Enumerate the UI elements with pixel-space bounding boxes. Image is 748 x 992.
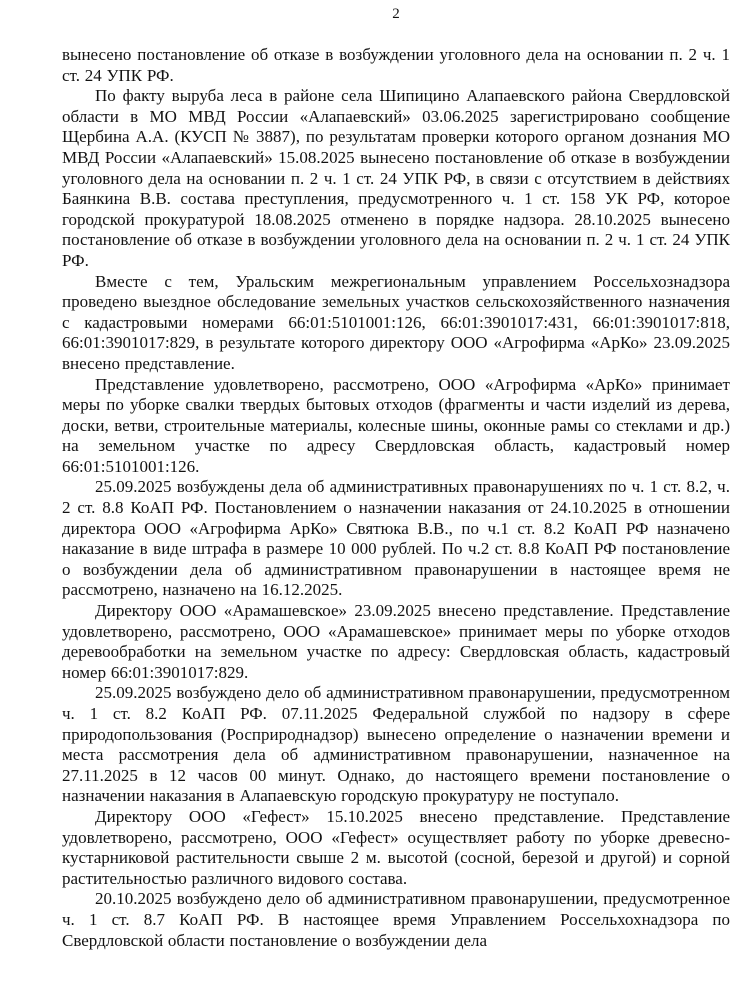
page-number: 2 <box>392 6 400 22</box>
paragraph: 25.09.2025 возбуждено дело об административном правонарушении, предусмотренном ч. 1 ст. 8.2 КоАП РФ. 07.11.2025 Федеральной службой по надзору в сфере природопользования (Росприроднадзор) вынесено определение о назначении времени и места рассмотрения дела об административном правонарушении, назначенное на 27.11.2025 в 12 часов 00 минут. Однако, до настоящего времени постановление о назначении наказания в Алапаевскую городскую прокуратуру не поступало. <box>62 683 730 806</box>
paragraph: Директору ООО «Гефест» 15.10.2025 внесено представление. Представление удовлетворено, рассмотрено, ООО «Гефест» осуществляет работу по уборке древесно-кустарниковой растительности свыше 2 м. высотой (сосной, березой и другой) и сорной растительностью различного видового состава. <box>62 806 730 888</box>
paragraph: Представление удовлетворено, рассмотрено, ООО «Агрофирма «АрКо» принимает меры по уборке свалки твердых бытовых отходов (фрагменты и части изделий из дерева, доски, ветви, строительные материалы, колесные шины, оконные рамы со стеклами и др.) на земельном участке по адресу Свердловская область, кадастровый номер 66:01:5101001:126. <box>62 374 730 476</box>
document-body <box>62 45 730 951</box>
paragraph: 25.09.2025 возбуждены дела об административных правонарушениях по ч. 1 ст. 8.2, ч. 2 ст. 8.8 КоАП РФ. Постановлением о назначении наказания от 24.10.2025 в отношении директора ООО «Агрофирма АрКо» Святюка В.В., по ч.1 ст. 8.2 КоАП РФ назначено наказание в виде штрафа в размере 10 000 рублей. По ч.2 ст. 8.8 КоАП РФ постановление о возбуждении дела об административном правонарушении в настоящее время не рассмотрено, назначено на 16.12.2025. <box>62 477 730 600</box>
paragraph: вынесено постановление об отказе в возбуждении уголовного дела на основании п. 2 ч. 1 ст. 24 УПК РФ. <box>62 45 730 85</box>
paragraph: 20.10.2025 возбуждено дело об административном правонарушении, предусмотренное ч. 1 ст. 8.7 КоАП РФ. В настоящее время Управлением Россельхохнадзора по Свердловской области постановление о возбуждении дела <box>62 889 730 950</box>
paragraph: По факту выруба леса в районе села Шипицино Алапаевского района Свердловской области в МО МВД России «Алапаевский» 03.06.2025 зарегистрировано сообщение Щербина А.А. (КУСП № 3887), по результатам проверки которого органом дознания МО МВД России «Алапаевский» 15.08.2025 вынесено постановление об отказе в возбуждении уголовного дела на основании п. 2 ч. 1 ст. 24 УПК РФ, в связи с отсутствием в действиях Баянкина В.В. состава преступления, предусмотренного ч. 1 ст. 158 УК РФ, которое городской прокуратурой 18.08.2025 отменено в порядке надзора. 28.10.2025 вынесено постановление об отказе в возбуждении уголовного дела на основании п. 2 ч. 1 ст. 24 УПК РФ. <box>62 86 730 270</box>
paragraph: Вместе с тем, Уральским межрегиональным управлением Россельхознадзора проведено выездное обследование земельных участков сельскохозяйственного назначения с кадастровыми номерами 66:01:5101001:126, 66:01:3901017:431, 66:01:3901017:818, 66:01:3901017:829, в результате которого директору ООО «Агрофирма «АрКо» 23.09.2025 внесено представление. <box>62 271 730 373</box>
paragraph: Директору ООО «Арамашевское» 23.09.2025 внесено представление. Представление удовлетворено, рассмотрено, ООО «Арамашевское» принимает меры по уборке отходов деревообработки на земельном участке по адресу: Свердловская область, кадастровый номер 66:01:3901017:829. <box>62 601 730 682</box>
